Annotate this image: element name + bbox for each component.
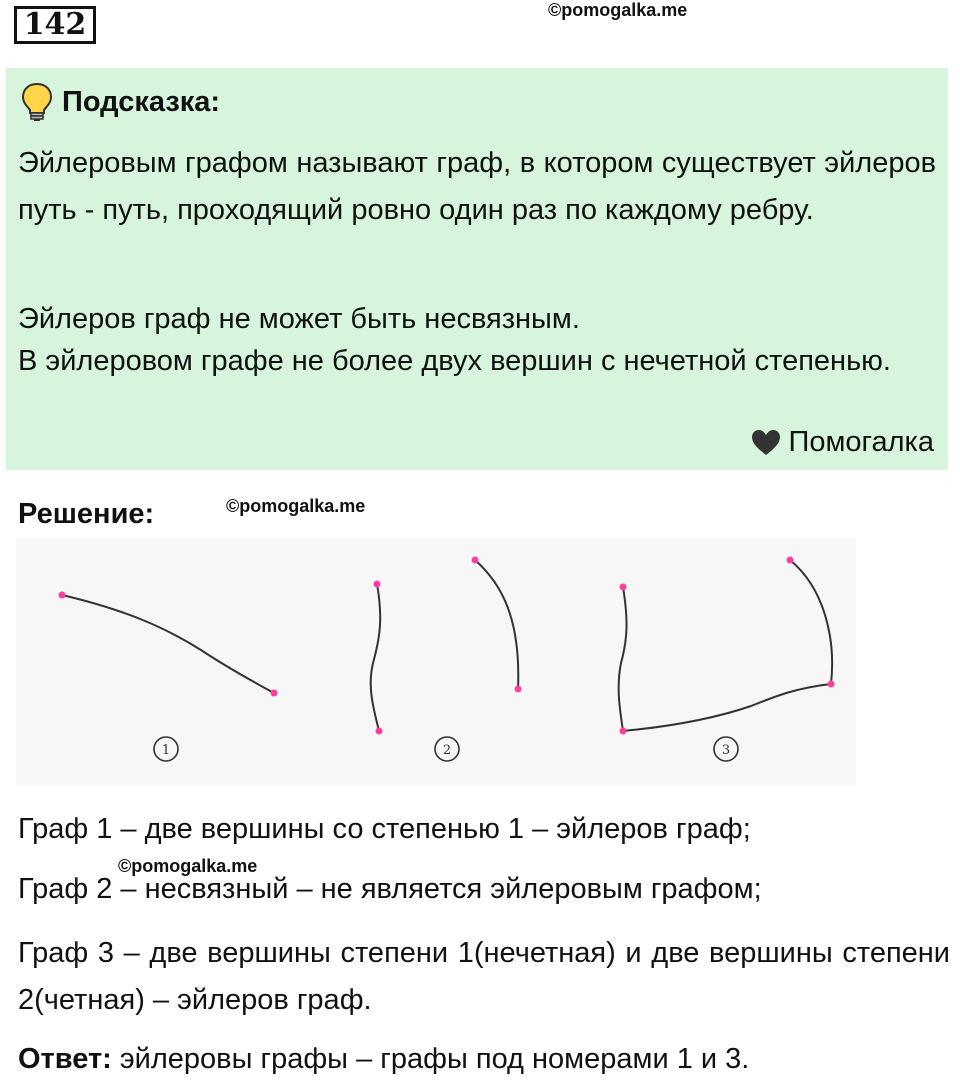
watermark: ©pomogalka.me <box>548 0 688 20</box>
graph-2-label: 2 <box>442 743 452 758</box>
graph-1-vertex <box>271 690 278 697</box>
brand-name: Помогалка <box>788 426 934 458</box>
hint-title: Подсказка: <box>62 85 221 118</box>
task-number: 142 <box>14 6 96 44</box>
graph-2-vertex <box>515 686 522 693</box>
solution-line-graph-1: Граф 1 – две вершины со степенью 1 – эйлеров граф; <box>18 813 751 845</box>
graph-3-edge-left <box>619 587 627 731</box>
graph-1-vertex <box>59 592 66 599</box>
hint-box <box>6 68 948 470</box>
watermark: ©pomogalka.me <box>118 856 258 876</box>
hint-paragraph-euler-definition: Эйлеровым графом называют граф, в котором существует эйлеров путь - путь, проходящий ровно один раз по каждому ребру. <box>18 147 936 226</box>
solution-line-graph-2: Граф 2 – несвязный – не является эйлеровым графом; <box>18 873 762 905</box>
graph-3-label: 3 <box>721 743 731 758</box>
graph-3-vertex <box>828 681 835 688</box>
brand-signature <box>751 426 934 459</box>
graph-2-vertex <box>376 728 383 735</box>
graph-2-vertex <box>472 557 479 564</box>
solution-title: Решение: <box>18 498 155 530</box>
solution-line-graph-3: Граф 3 – две вершины степени 1(нечетная) и две вершины степени 2(четная) – эйлеров граф. <box>18 937 950 1016</box>
graph-1-edge <box>62 595 274 693</box>
heart-icon <box>751 429 781 457</box>
graphs-figure <box>16 538 856 786</box>
answer-line <box>18 1036 950 1083</box>
watermark: ©pomogalka.me <box>226 496 366 516</box>
graph-3-edge-right <box>790 560 832 684</box>
graph-3-vertex <box>787 557 794 564</box>
graph-3-vertex <box>620 728 627 735</box>
hint-paragraph-odd-vertices: В эйлеровом графе не более двух вершин с нечетной степенью. <box>18 345 891 377</box>
graph-2-edge-b <box>475 560 518 689</box>
graph-3-vertex <box>620 584 627 591</box>
hint-header <box>20 82 220 122</box>
hint-line-connected: Эйлеров граф не может быть несвязным. <box>18 303 580 335</box>
graph-1-label: 1 <box>161 743 171 758</box>
lightbulb-icon <box>20 82 54 122</box>
answer-label: Ответ: <box>18 1043 112 1075</box>
answer-text: эйлеровы графы – графы под номерами 1 и 3. <box>119 1043 750 1075</box>
graph-3-edge-bottom <box>623 684 831 731</box>
graph-2-vertex <box>374 581 381 588</box>
graph-2-edge-a <box>371 584 381 731</box>
